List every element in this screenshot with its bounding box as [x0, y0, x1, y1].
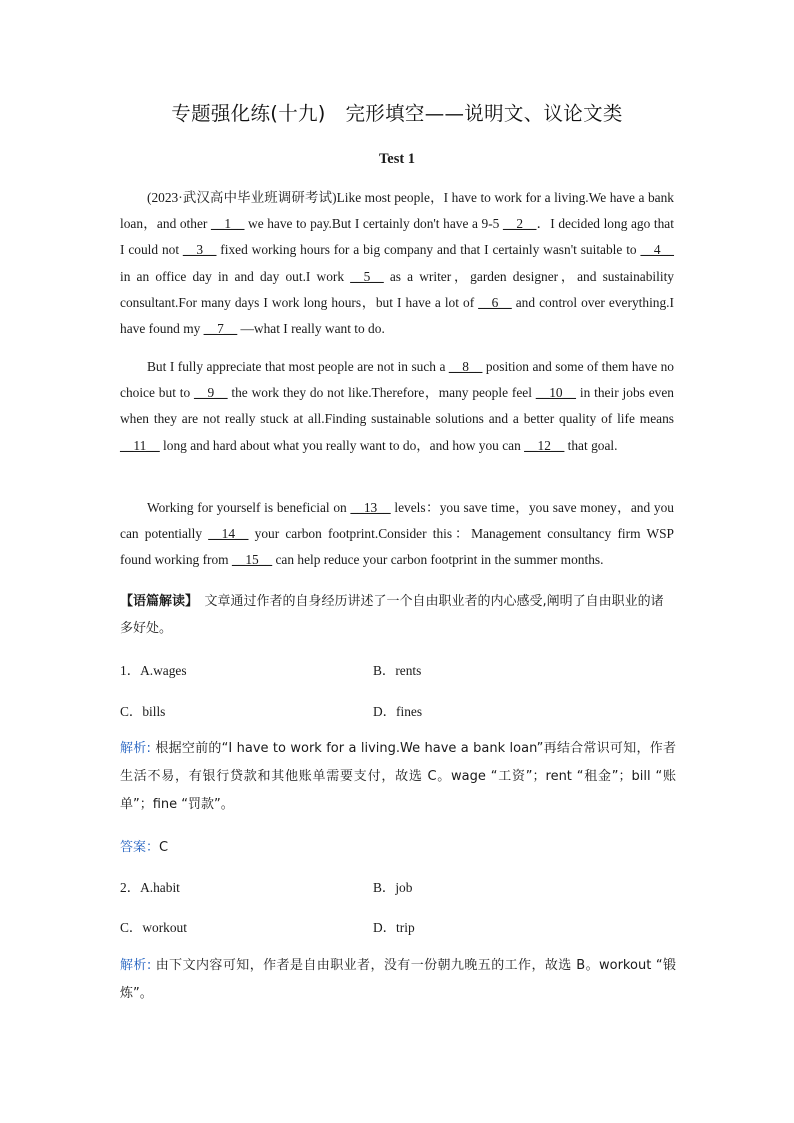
blank-5: __5__	[350, 268, 384, 284]
question-2-option-c: C．workout	[120, 920, 187, 935]
question-1-answer-label: 答案：	[120, 840, 160, 855]
blank-11: __11__	[120, 437, 160, 453]
passage-summary	[120, 588, 676, 642]
question-2-option-a: 2．A.habit	[120, 880, 180, 895]
blank-12: __12__	[524, 437, 565, 453]
question-1-option-c: C．bills	[120, 704, 166, 719]
test-label: Test 1	[378, 151, 416, 167]
blank-14: __14__	[208, 526, 249, 542]
question-1-option-a: 1．A.wages	[120, 663, 187, 678]
question-1-explanation-label: 解析:	[120, 741, 151, 756]
blank-2: __2__	[502, 216, 537, 232]
question-1-explanation: 解析: 根据空前的“I have to work for a living.We have a bank loan”再结合常识可知，作者生活不易，有银行贷款和其他账单需要支付，故选 C。wage “工资”；rent “租金”；bill “账单”；fine “罚款”。	[120, 741, 676, 812]
question-2-option-d: D．trip	[373, 920, 415, 935]
passage-paragraph-1: (2023·武汉高中毕业班调研考试)Like most people，I have to work for a living.We have a bank loan，and other __1__ we have to pay.But I certainly don't have a 9-5 __2__．I decided long ago that I could not __3__ fixed working hours for a big company and that I certainly wasn't suitable to __4__ in an office day in and day out.I work __5__ as a writer，garden designer，and sustainability consultant.For many days I work long hours，but I have a lot of __6__ and control over everything.I have found my __7__ —what I really want to do.	[120, 190, 674, 337]
question-2-option-b: B．job	[373, 880, 413, 895]
blank-3: __3__	[182, 242, 217, 258]
question-2-options-row-1	[120, 877, 676, 897]
question-1-option-d: D．fines	[373, 704, 423, 719]
question-1-options-row-2	[120, 701, 676, 721]
blank-6: __6__	[478, 294, 512, 310]
blank-10: __10__	[535, 385, 576, 401]
passage-paragraph-2: But I fully appreciate that most people are not in such a __8__ position and some of them have no choice but to __9__ the work they do not like.Therefore，many people feel __10__ in their jobs even when they are not really stuck at all.Finding sustainable solutions and a better quality of life means __11__ long and hard about what you really want to do，and how you can __12__ that goal.	[120, 359, 674, 453]
passage-paragraph-3: Working for yourself is beneficial on __13__ levels：you save time，you save money，and you can potentially __14__ your carbon footprint.Consider this：Management consultancy firm WSP found working from __15__ can help reduce your carbon footprint in the summer months.	[120, 500, 674, 568]
blank-13: __13__	[350, 500, 391, 515]
page-title: 专题强化练(十九) 完形填空——说明文、议论文类	[171, 102, 623, 125]
question-1-answer-value: C	[159, 840, 169, 855]
question-1-answer	[120, 836, 168, 855]
blank-8: __8__	[448, 359, 483, 374]
blank-4: __4__	[640, 242, 674, 258]
blank-15: __15__	[231, 552, 273, 568]
question-1-options-row-1	[120, 660, 676, 680]
question-2-options-row-2	[120, 917, 676, 937]
question-2-explanation-label: 解析:	[120, 958, 152, 973]
blank-9: __9__	[194, 385, 228, 401]
blank-1: __1__	[210, 216, 245, 232]
question-1-option-b: B．rents	[373, 663, 422, 678]
summary-text: 文章通过作者的自身经历讲述了一个自由职业者的内心感受,阐明了自由职业的诸多好处。	[120, 594, 664, 636]
summary-label: 【语篇解读】	[120, 594, 192, 609]
blank-7: __7__	[203, 321, 238, 337]
question-2-explanation: 解析: 由下文内容可知，作者是自由职业者，没有一份朝九晚五的工作，故选 B。workout “锻炼”。	[120, 958, 676, 1001]
